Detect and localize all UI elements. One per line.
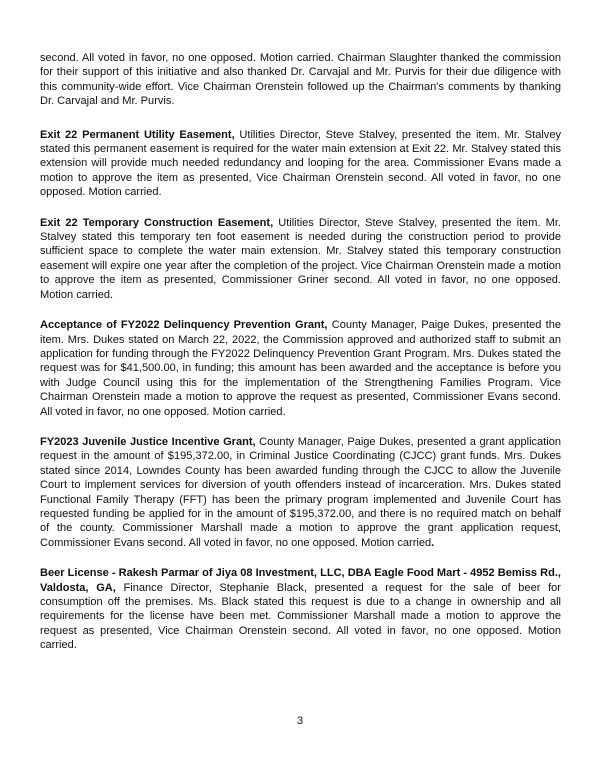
paragraph-continued-motion (40, 51, 561, 109)
paragraph-body: County Manager, Paige Dukes, presented a grant application request in the amount of $195,372.00, in Criminal Justice Coordinating (CJCC) grant funds. Mrs. Dukes stated since 2014, Lowndes County has been awarded funding through the CJCC to allow the Juvenile Court to implement services for diversion of youth offenders instead of incarceration. Mrs. Dukes stated Functional Family Therapy (FFT) has been the primary program implemented and Juvenile Court has requested funding be applied for in the amount of $195,372.00, and there is no required match on behalf of the county. Commissioner Marshall made a motion to approve the grant application request, Commissioner Evans second. All voted in favor, no one opposed. Motion carried (40, 435, 561, 549)
paragraph-body: Utilities Director, Steve Stalvey, presented the item. Mr. Stalvey stated this temporary ten foot easement is needed during the construction period to provide sufficient space to complete the water main extension. Mr. Stalvey stated this temporary construction easement will expire one year after the completion of the project. Vice Chairman Orenstein made a motion to approve the item as presented, Commissioner Griner second. All voted in favor, no one opposed. Motion carried. (40, 216, 561, 301)
paragraph-delinquency-prevention-grant (40, 318, 561, 419)
paragraph-tail: . (431, 536, 435, 549)
paragraph-body: second. All voted in favor, no one opposed. Motion carried. Chairman Slaughter thanked the commission for their support of this initiative and also thanked Dr. Carvajal and Mr. Purvis for their due diligence with this community-wide effort. Vice Chairman Orenstein followed up the Chairman's comments by thanking Dr. Carvajal and Mr. Purvis. (40, 52, 561, 108)
paragraph-permanent-utility-easement (40, 128, 561, 200)
page-number: 3 (296, 715, 304, 727)
item-heading: Acceptance of FY2022 Delinquency Prevention Grant, (40, 319, 328, 332)
item-heading: Beer License - Rakesh Parmar of Jiya 08 Investment, LLC, DBA Eagle Food Mart - 4952 Bemiss Rd., Valdosta, GA, (40, 567, 561, 594)
item-heading: Exit 22 Temporary Construction Easement, (40, 216, 274, 229)
item-heading: Exit 22 Permanent Utility Easement, (40, 128, 235, 141)
paragraph-body: Finance Director, Stephanie Black, presented a request for the sale of beer for consumption off the premises. Ms. Black stated this request is due to a change in ownership and all requirements for the license have been met. Commissioner Marshall made a motion to approve the request as presented, Vice Chairman Orenstein second. All voted in favor, no one opposed. Motion carried. (40, 581, 561, 652)
paragraph-body: County Manager, Paige Dukes, presented the item. Mrs. Dukes stated on March 22, 2022, the Commission approved and authorized staff to submit an application for funding through the FY2022 Delinquency Prevention Grant Program. Mrs. Dukes stated the request was for $41,500.00, in funding; this amount has been awarded and the acceptance is before you with Judge Council using this for the implementation of the Strengthening Families Program. Vice Chairman Orenstein made a motion to approve the request as presented, Commissioner Evans second. All voted in favor, no one opposed. Motion carried. (40, 319, 561, 418)
minutes-body (40, 51, 561, 669)
item-heading: FY2023 Juvenile Justice Incentive Grant, (40, 435, 256, 448)
paragraph-temporary-construction-easement (40, 216, 561, 302)
paragraph-body: Utilities Director, Steve Stalvey, presented the item. Mr. Stalvey stated this permanent easement is required for the water main extension at Exit 22. Mr. Stalvey stated this extension will provide much needed redundancy and looping for the area. Commissioner Evans made a motion to approve the item as presented, Vice Chairman Orenstein second. All voted in favor, no one opposed. Motion carried. (40, 128, 561, 199)
paragraph-juvenile-justice-grant (40, 435, 561, 550)
paragraph-beer-license (40, 566, 561, 652)
